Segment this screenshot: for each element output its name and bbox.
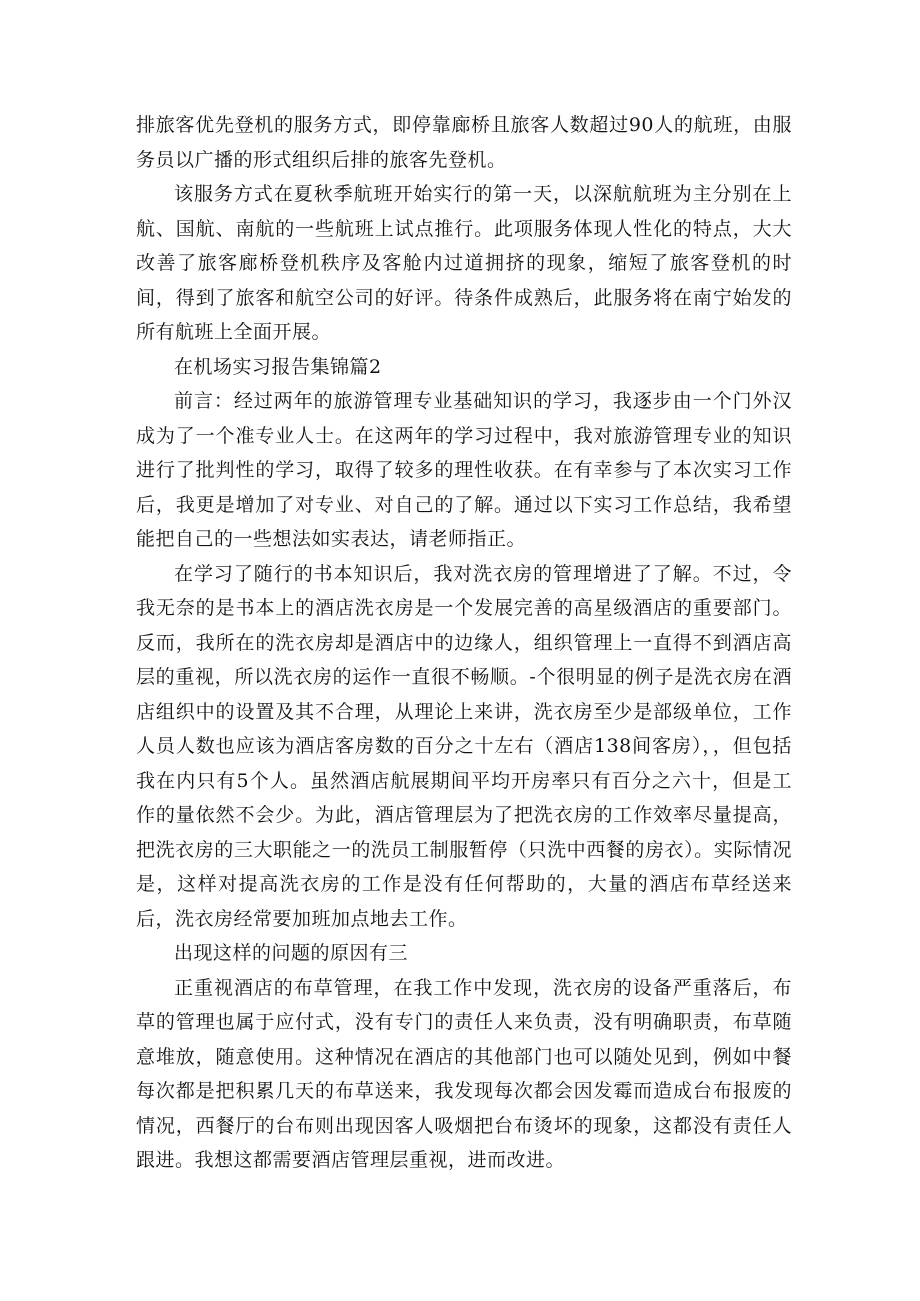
- paragraph-3: 前言：经过两年的旅游管理专业基础知识的学习，我逐步由一个门外汉成为了一个准专业人士。在这两年的学习过程中，我对旅游管理专业的知识进行了批判性的学习，取得了较多的理性收获。在有幸参与了本次实习工作后，我更是增加了对专业、对自己的了解。通过以下实习工作总结，我希望能把自己的一些想法如实表达，请老师指正。: [136, 390, 792, 550]
- paragraph-5: 正重视酒店的布草管理，在我工作中发现，洗衣房的设备严重落后，布草的管理也属于应付式，没有专门的责任人来负责，没有明确职责，布草随意堆放，随意使用。这种情况在酒店的其他部门也可以随处见到，例如中餐每次都是把积累几天的布草送来，我发现每次都会因发霉而造成台布报废的情况，西餐厅的台布则出现因客人吸烟把台布烫坏的现象，这都没有责任人跟进。我想这都需要酒店管理层重视，进而改进。: [136, 976, 792, 1171]
- document-body: [136, 108, 792, 1178]
- paragraph-1: 排旅客优先登机的服务方式，即停靠廊桥且旅客人数超过90人的航班，由服务员以广播的形式组织后排的旅客先登机。: [136, 114, 792, 171]
- section-heading-1: 在机场实习报告集锦篇2: [174, 355, 382, 378]
- paragraph-4: 在学习了随行的书本知识后，我对洗衣房的管理增进了了解。不过，令我无奈的是书本上的酒店洗衣房是一个发展完善的高星级酒店的重要部门。反而，我所在的洗衣房却是酒店中的边缘人，组织管理上一直得不到酒店高层的重视，所以洗衣房的运作一直很不畅顺。-个很明显的例子是洗衣房在酒店组织中的设置及其不合理，从理论上来讲，洗衣房至少是部级单位，工作人员人数也应该为酒店客房数的百分之十左右（酒店138间客房），，但包括我在内只有5个人。虽然酒店航展期间平均开房率只有百分之六十，但是工作的量依然不会少。为此，酒店管理层为了把洗衣房的工作效率尽量提高，把洗衣房的三大职能之一的洗员工制服暂停（只洗中西餐的房衣）。实际情况是，这样对提高洗衣房的工作是没有任何帮助的，大量的酒店布草经送来后，洗衣房经常要加班加点地去工作。: [136, 562, 792, 930]
- section-heading-2: 出现这样的问题的原因有三: [174, 942, 409, 964]
- paragraph-2: 该服务方式在夏秋季航班开始实行的第一天，以深航航班为主分别在上航、国航、南航的一些航班上试点推行。此项服务体现人性化的特点，大大改善了旅客廊桥登机秩序及客舱内过道拥挤的现象，缩短了旅客登机的时间，得到了旅客和航空公司的好评。待条件成熟后，此服务将在南宁始发的所有航班上全面开展。: [136, 183, 792, 343]
